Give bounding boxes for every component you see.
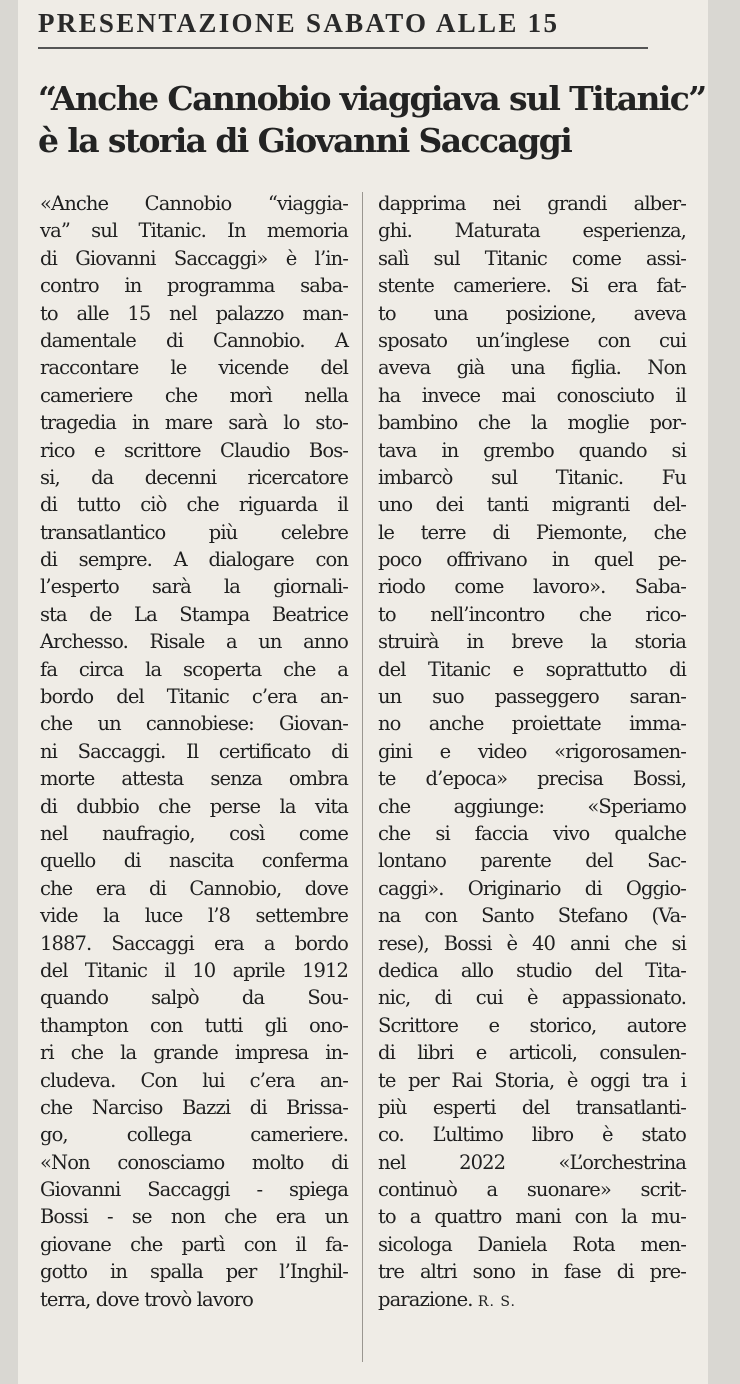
article-headline: [38, 78, 708, 162]
article-body-line: terra, dove trovò lavoro: [40, 1287, 253, 1311]
article-body-line: stente cameriere. Si era fat-: [378, 274, 686, 298]
article-body-line: nel 2022 «L’orchestrina: [378, 1150, 686, 1174]
article-body-line: 1887. Saccaggi era a bordo: [40, 931, 348, 955]
article-body-line: rico e scrittore Claudio Bos-: [40, 438, 348, 462]
article-body-line: va” sul Titanic. In memoria: [40, 219, 348, 243]
article-body-line: damentale di Cannobio. A: [40, 328, 348, 352]
article-body-line: gotto in spalla per l’Inghil-: [40, 1260, 348, 1284]
article-body-line: del Titanic il 10 aprile 1912: [40, 958, 348, 982]
article-body-line: te per Rai Storia, è oggi tra i: [378, 1068, 686, 1092]
article-body-line: fa circa la scoperta che a: [40, 657, 348, 681]
article-body-line: contro in programma saba-: [40, 274, 348, 298]
article-body-line: che si faccia vivo qualche: [378, 821, 686, 845]
article-body-line: Bossi - se non che era un: [40, 1205, 348, 1229]
article-body-line: riodo come lavoro». Saba-: [378, 575, 686, 599]
article-body-line: gini e video «rigorosamen-: [378, 739, 686, 763]
article-body-line: si, da decenni ricercatore: [40, 465, 348, 489]
article-body-line: [378, 1286, 686, 1313]
article-column-right: [378, 190, 686, 1313]
newspaper-clipping: [18, 0, 708, 1384]
article-body-line: tre altri sono in fase di pre-: [378, 1260, 686, 1284]
headline-line: “Anche Cannobio viaggiava sul Titanic”: [38, 79, 706, 118]
article-body-line: cameriere che morì nella: [40, 383, 348, 407]
article-body-line: salì sul Titanic come assi-: [378, 246, 686, 270]
article-body-line: ri che la grande impresa in-: [40, 1041, 348, 1065]
author-signature: R. S.: [477, 1293, 516, 1310]
article-body-line: to una posizione, aveva: [378, 301, 686, 325]
article-body-line: bordo del Titanic c’era an-: [40, 685, 348, 709]
article-body-line: uno dei tanti migranti del-: [378, 493, 686, 517]
article-body-line: quello di nascita conferma: [40, 849, 348, 873]
article-body-line: bambino che la moglie por-: [378, 411, 686, 435]
article-body-line: l’esperto sarà la giornali-: [40, 575, 348, 599]
article-body-line: Giovanni Saccaggi - spiega: [40, 1178, 348, 1202]
article-body-line: «Anche Cannobio “viaggia-: [40, 192, 348, 215]
article-body-line: morte attesta senza ombra: [40, 767, 348, 791]
article-body-line: di libri e articoli, consulen-: [378, 1041, 686, 1065]
article-body-line: più esperti del transatlanti-: [378, 1095, 686, 1119]
article-body-line: raccontare le vicende del: [40, 356, 348, 380]
article-body-line: che Narciso Bazzi di Brissa-: [40, 1095, 348, 1119]
article-body-line: to a quattro mani con la mu-: [378, 1205, 686, 1229]
article-body-line: te d’epoca» precisa Bossi,: [378, 767, 686, 791]
article-body-text: parazione.: [378, 1287, 473, 1311]
article-body-line: thampton con tutti gli ono-: [40, 1013, 348, 1037]
article-body-line: caggi». Originario di Oggio-: [378, 876, 686, 900]
article-body-line: to nell’incontro che rico-: [378, 602, 686, 626]
article-body-line: struirà in breve la storia: [378, 630, 686, 654]
article-body-line: giovane che partì con il fa-: [40, 1232, 348, 1256]
article-body-line: di dubbio che perse la vita: [40, 794, 348, 818]
article-body-line: di sempre. A dialogare con: [40, 548, 348, 572]
article-body-line: dapprima nei grandi alber-: [378, 192, 686, 215]
headline-line: è la storia di Giovanni Saccaggi: [38, 121, 572, 160]
article-body-line: tava in grembo quando si: [378, 438, 686, 462]
article-body-line: sta de La Stampa Beatrice: [40, 602, 348, 626]
article-body-line: na con Santo Stefano (Va-: [378, 904, 686, 928]
article-body-line: Archesso. Risale a un anno: [40, 630, 348, 654]
article-body-line: aveva già una figlia. Non: [378, 356, 686, 380]
article-body-line: che era di Cannobio, dove: [40, 876, 348, 900]
article-body-line: co. L’ultimo libro è stato: [378, 1123, 686, 1147]
article-body-line: che aggiunge: «Speriamo: [378, 794, 686, 818]
article-body-line: di Giovanni Saccaggi» è l’in-: [40, 246, 348, 270]
article-body-line: sposato un’inglese con cui: [378, 328, 686, 352]
article-body-line: go, collega cameriere.: [40, 1123, 348, 1147]
article-body-line: transatlantico più celebre: [40, 520, 348, 544]
article-body-line: sicologa Daniela Rota men-: [378, 1232, 686, 1256]
article-body-line: dedica allo studio del Tita-: [378, 958, 686, 982]
article-body-line: «Non conosciamo molto di: [40, 1150, 348, 1174]
article-body-line: ni Saccaggi. Il certificato di: [40, 739, 348, 763]
article-body-line: di tutto ciò che riguarda il: [40, 493, 348, 517]
article-body-line: imbarcò sul Titanic. Fu: [378, 465, 686, 489]
article-body-line: to alle 15 nel palazzo man-: [40, 301, 348, 325]
article-body-line: no anche proiettate imma-: [378, 712, 686, 736]
article-body-line: cludeva. Con lui c’era an-: [40, 1068, 348, 1092]
article-body-line: lontano parente del Sac-: [378, 849, 686, 873]
column-divider: [362, 192, 363, 1362]
article-body-line: nel naufragio, così come: [40, 821, 348, 845]
article-body-line: del Titanic e soprattutto di: [378, 657, 686, 681]
article-kicker: PRESENTAZIONE SABATO ALLE 15: [38, 8, 560, 38]
article-body-line: poco offrivano in quel pe-: [378, 548, 686, 572]
kicker-divider: [38, 47, 648, 49]
article-body-line: che un cannobiese: Giovan-: [40, 712, 348, 736]
article-body-line: ha invece mai conosciuto il: [378, 383, 686, 407]
article-body-line: vide la luce l’8 settembre: [40, 904, 348, 928]
article-body-line: continuò a suonare» scrit-: [378, 1178, 686, 1202]
article-column-left: [40, 190, 348, 1313]
article-body-line: rese), Bossi è 40 anni che si: [378, 931, 686, 955]
article-body-line: un suo passeggero saran-: [378, 685, 686, 709]
article-body-line: quando salpò da Sou-: [40, 986, 348, 1010]
article-body-line: tragedia in mare sarà lo sto-: [40, 411, 348, 435]
article-body-line: ghi. Maturata esperienza,: [378, 219, 686, 243]
article-body-line: nic, di cui è appassionato.: [378, 986, 686, 1010]
article-body-line: le terre di Piemonte, che: [378, 520, 686, 544]
article-body-line: Scrittore e storico, autore: [378, 1013, 686, 1037]
